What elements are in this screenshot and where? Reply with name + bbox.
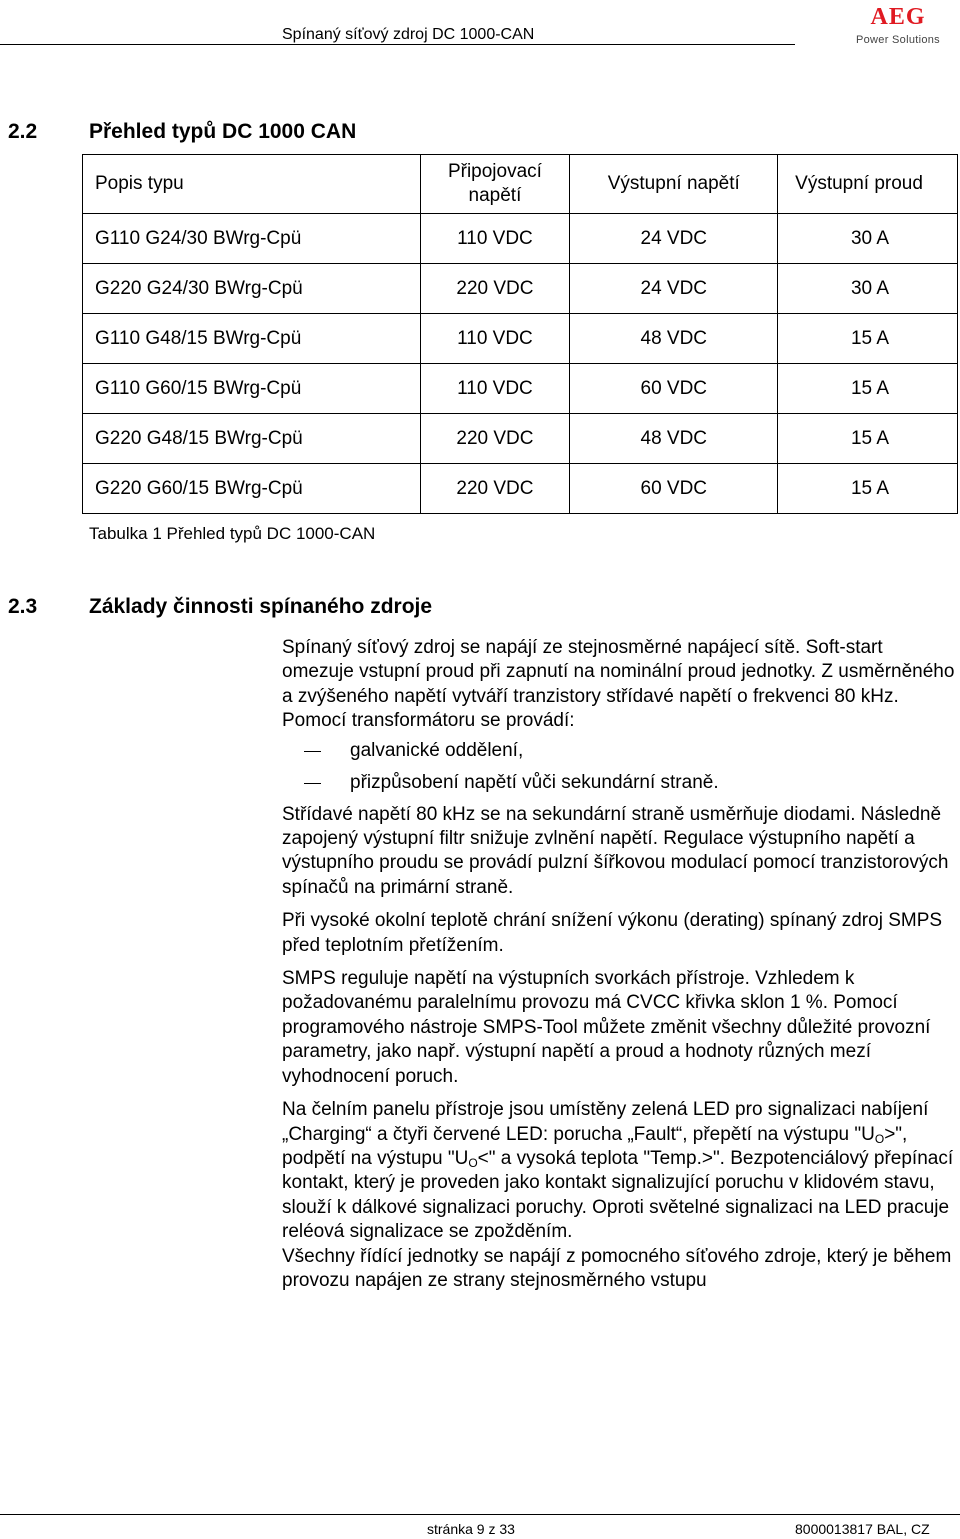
- running-header-title: Spínaný síťový zdroj DC 1000-CAN: [282, 26, 535, 43]
- cell-type: G220 G60/15 BWrg-Cpü: [83, 464, 421, 514]
- dash-bullet-icon: [304, 751, 321, 752]
- paragraph: Střídavé napětí 80 kHz se na sekundární straně usměrňuje diodami. Následně zapojený výstupní filtr snižuje zvlnění napětí. Regulace výstupního napětí a výstupního proudu se provádí pulzní šířkovou modulací pomocí tranzistorových spínačů na primární straně.: [282, 803, 949, 898]
- paragraph: Na čelním panelu přístroje jsou umístěny zelená LED pro signalizaci nabíjení „Charging“ a čtyři červené LED: porucha „Fault“, přepětí na výstupu "$U_O>$", podpětí na výstupu "$U_O<$" a vysoká teplota "Temp.>". Bezpotenciálový přepínací kontakt, který je proveden jako kontakt signalizující poruchu v klidovém stavu, slouží k dálkové signalizaci poruchy. Oproti světelné signalizaci na LED pracuje reléová signalizace se zpožděním.: [282, 1099, 954, 1243]
- dash-bullet-icon: [304, 783, 321, 784]
- cell-type: G110 G60/15 BWrg-Cpü: [83, 364, 421, 414]
- cell-type: G110 G24/30 BWrg-Cpü: [83, 214, 421, 264]
- table-row: [83, 314, 958, 364]
- table-row: [83, 364, 958, 414]
- cell-output-voltage: 60 VDC: [570, 364, 778, 414]
- cell-output-voltage: 48 VDC: [570, 314, 778, 364]
- cell-output-current: 15 A: [778, 464, 958, 514]
- cell-output-voltage: 24 VDC: [570, 264, 778, 314]
- footer-rule: [0, 1514, 960, 1515]
- section-title: Přehled typů DC 1000 CAN: [89, 120, 357, 143]
- header-cell-input-voltage: Připojovací napětí: [420, 155, 570, 214]
- table-row: [83, 464, 958, 514]
- table-caption: Tabulka 1 Přehled typů DC 1000-CAN: [89, 524, 376, 543]
- paragraph: Při vysoké okolní teplotě chrání snížení výkonu (derating) spínaný zdroj SMPS před teplotním přetížením.: [282, 910, 943, 956]
- cell-output-current: 15 A: [778, 414, 958, 464]
- list-item: přizpůsobení napětí vůči sekundární straně.: [282, 771, 957, 795]
- page-number: stránka 9 z 33: [427, 1521, 515, 1537]
- cell-input-voltage: 220 VDC: [420, 264, 570, 314]
- cell-type: G220 G48/15 BWrg-Cpü: [83, 414, 421, 464]
- section-title: Základy činnosti spínaného zdroje: [89, 595, 433, 618]
- bullet-list: [282, 739, 957, 795]
- cell-output-voltage: 48 VDC: [570, 414, 778, 464]
- cell-input-voltage: 220 VDC: [420, 464, 570, 514]
- cell-input-voltage: 110 VDC: [420, 364, 570, 414]
- header-cell-output-current: Výstupní proud: [778, 155, 958, 214]
- cell-output-current: 15 A: [778, 364, 958, 414]
- section-body: [282, 636, 957, 1293]
- cell-type: G110 G48/15 BWrg-Cpü: [83, 314, 421, 364]
- cell-output-current: 15 A: [778, 314, 958, 364]
- table-row: [83, 214, 958, 264]
- table-row: [83, 414, 958, 464]
- cell-output-voltage: 60 VDC: [570, 464, 778, 514]
- section-number: 2.3: [8, 595, 38, 618]
- type-overview-table: [82, 154, 958, 514]
- section-number: 2.2: [8, 120, 38, 143]
- cell-output-current: 30 A: [778, 214, 958, 264]
- logo-brand: AEG: [870, 4, 926, 30]
- cell-input-voltage: 110 VDC: [420, 314, 570, 364]
- paragraph: SMPS reguluje napětí na výstupních svorkách přístroje. Vzhledem k požadovanému paralelnímu provozu má CVCC křivka sklon 1 %. Pomocí programového nástroje SMPS-Tool můžete změnit všechny důležité provozní parametry, jako např. výstupní napětí a proud a hodnoty různých mezí vyhodnocení poruch.: [282, 968, 931, 1087]
- header-cell-output-voltage: Výstupní napětí: [570, 155, 778, 214]
- cell-type: G220 G24/30 BWrg-Cpü: [83, 264, 421, 314]
- table-header-row: [83, 155, 958, 214]
- section-2-2-heading: [8, 119, 356, 145]
- table-row: [83, 264, 958, 314]
- logo-subtitle: Power Solutions: [856, 34, 940, 46]
- header-rule: [0, 44, 795, 45]
- cell-output-voltage: 24 VDC: [570, 214, 778, 264]
- document-id: 8000013817 BAL, CZ: [795, 1521, 930, 1537]
- paragraph: Všechny řídící jednotky se napájí z pomocného síťového zdroje, který je během provozu napájen ze strany stejnosměrného vstupu: [282, 1245, 952, 1291]
- aeg-logo: [850, 4, 946, 47]
- header-cell-type: Popis typu: [83, 155, 421, 214]
- cell-input-voltage: 110 VDC: [420, 214, 570, 264]
- section-2-3-heading: [8, 594, 432, 620]
- cell-output-current: 30 A: [778, 264, 958, 314]
- cell-input-voltage: 220 VDC: [420, 414, 570, 464]
- list-item: galvanické oddělení,: [282, 739, 957, 763]
- paragraph: Spínaný síťový zdroj se napájí ze stejnosměrné napájecí sítě. Soft-start omezuje vstupní proud při zapnutí na nominální proud jednotky. Z usměrněného a zvýšeného napětí vytváří tranzistory střídavé napětí o frekvenci 80 kHz. Pomocí transformátoru se provádí:: [282, 637, 955, 732]
